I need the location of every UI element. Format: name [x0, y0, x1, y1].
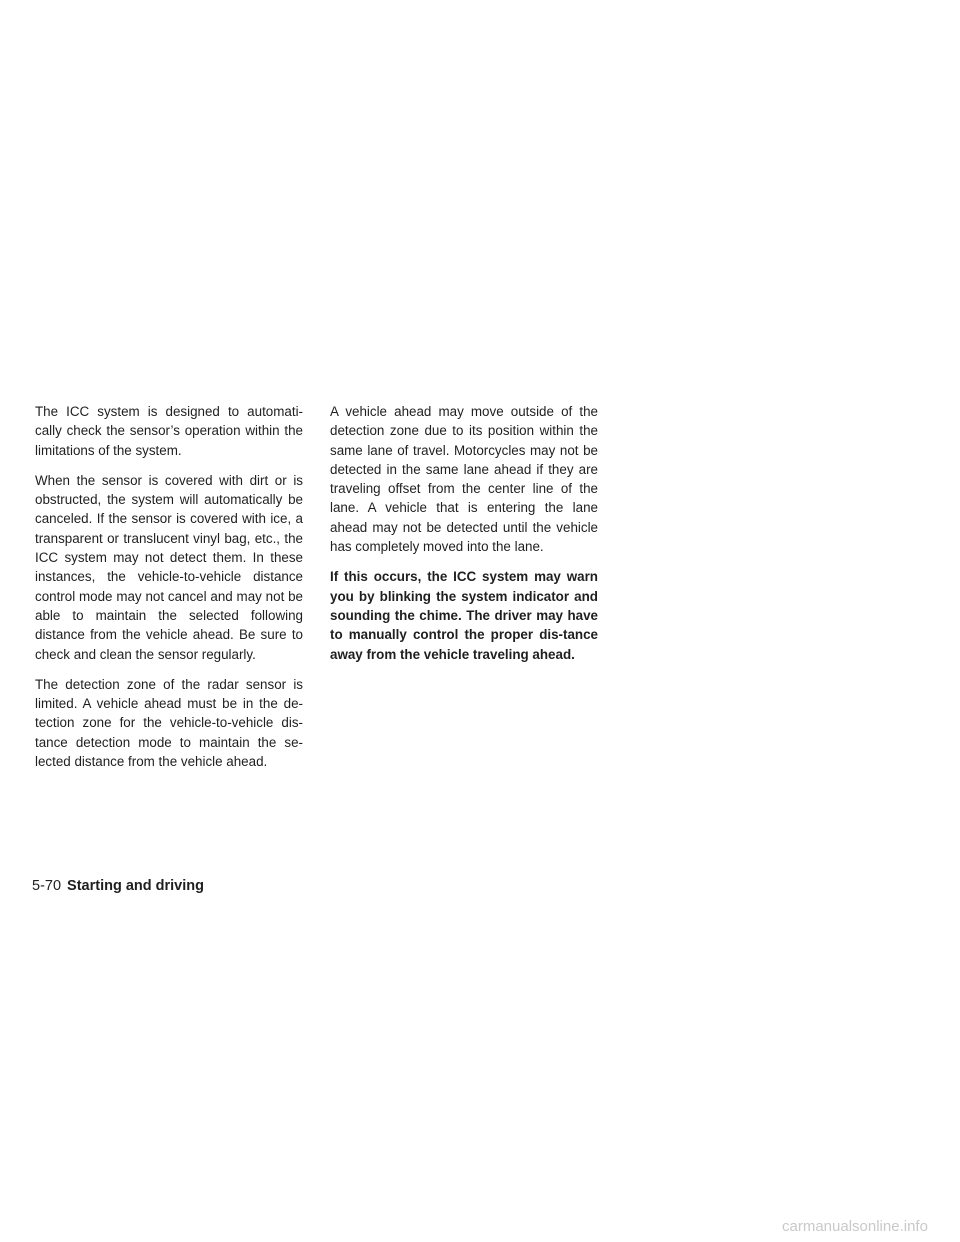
right-column — [330, 402, 598, 675]
paragraph-vehicle-outside-zone: A vehicle ahead may move outside of the detection zone due to its position within the same lane of travel. Motorcycles may not be detected in the same lane ahead if they are traveling offset from the center line of the lane. A vehicle that is entering the lane ahead may not be detected until the vehicle has completely moved into the lane. — [330, 404, 598, 555]
watermark-text: carmanualsonline.info — [782, 1218, 928, 1235]
left-column — [35, 402, 303, 782]
page-footer — [32, 876, 204, 896]
paragraph-self-check: The ICC system is designed to automati-cally check the sensor’s operation within the limitations of the system. — [35, 404, 303, 458]
page-number: 5-70 — [32, 878, 62, 894]
paragraph-sensor-obstructed: When the sensor is covered with dirt or is obstructed, the system will automatically be canceled. If the sensor is covered with ice, a transparent or translucent vinyl bag, etc., the ICC system may not detect them. In these instances, the vehicle-to-vehicle distance control mode may not cancel and may not be able to maintain the selected following distance from the vehicle ahead. Be sure to check and clean the sensor regularly. — [35, 472, 303, 662]
warning-paragraph: If this occurs, the ICC system may warn you by blinking the system indicator and sounding the chime. The driver may have to manually control the proper dis-tance away from the vehicle traveling ahead. — [330, 569, 598, 662]
section-title: Starting and driving — [67, 878, 204, 894]
paragraph-detection-zone: The detection zone of the radar sensor is limited. A vehicle ahead must be in the de-tection zone for the vehicle-to-vehicle dis-tance detection mode to maintain the se-lected distance from the vehicle ahead. — [35, 676, 303, 770]
